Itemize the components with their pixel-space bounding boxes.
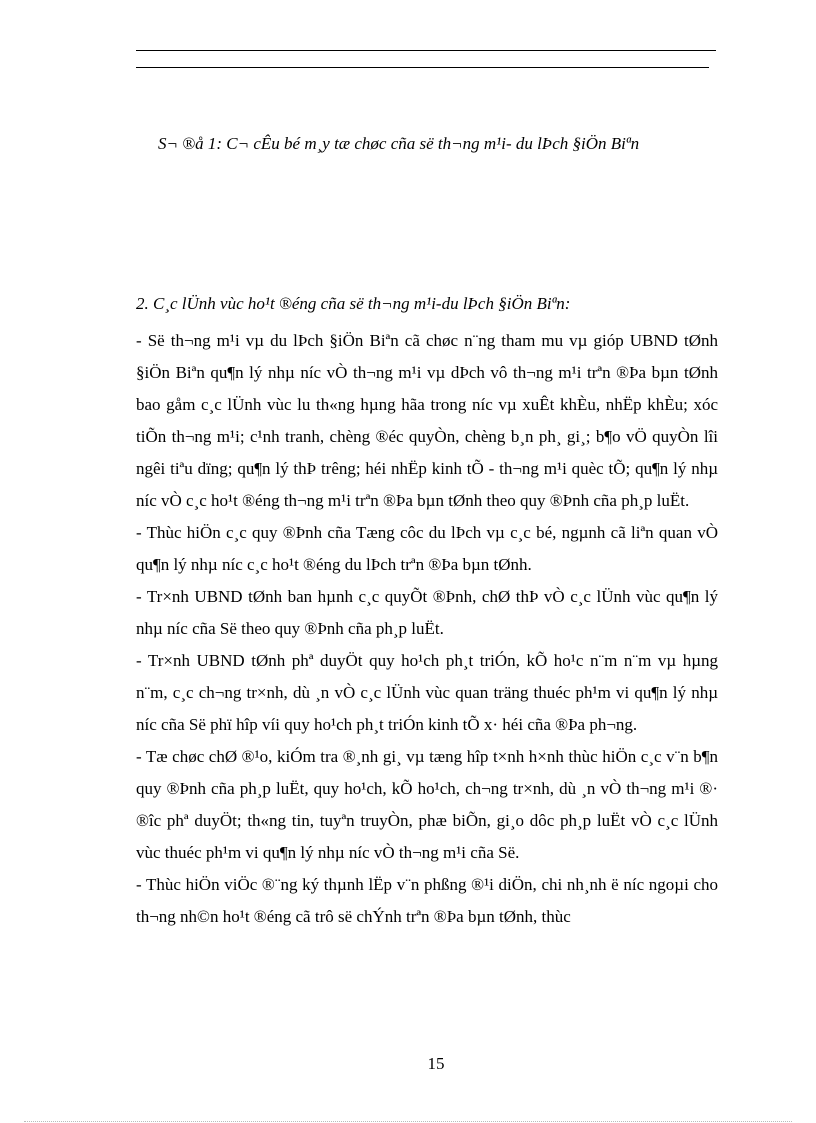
figure-caption: S¬ ®å 1: C¬ cÊu bé m¸y tæ chøc cña së th¬ng m¹i- du lÞch §iÖn Biªn	[158, 134, 640, 153]
paragraph: - Tæ chøc chØ ®¹o, kiÓm tra ®¸nh gi¸ vµ tæng hîp t×nh h×nh thùc hiÖn c¸c v¨n b¶n quy ®Þnh cña ph¸p luËt, quy ho¹ch, kÕ ho¹ch, ch¬ng tr×nh, dù ¸n vÒ th¬ng m¹i ®· ®îc phª duyÖt; th«ng tin, tuyªn truyÒn, phæ biÕn, gi¸o dôc ph¸p luËt vÒ c¸c lÜnh vùc thuéc ph¹m vi qu¶n lý nhµ níc vÒ th¬ng m¹i cña Së.	[136, 747, 718, 862]
page-bottom-divider	[24, 1121, 792, 1122]
paragraph: - Tr×nh UBND tØnh phª duyÖt quy ho¹ch ph¸t triÓn, kÕ ho¹c n¨m n¨m vµ hµng n¨m, c¸c ch¬ng tr×nh, dù ¸n vÒ c¸c lÜnh vùc quan träng thuéc ph¹m vi qu¶n lý nhµ níc cña Së phï hîp víi quy ho¹ch ph¸t triÓn kinh tÕ x· héi cña ®Þa ph¬ng.	[136, 651, 718, 734]
paragraph: - Tr×nh UBND tØnh ban hµnh c¸c quyÕt ®Þnh, chØ thÞ vÒ c¸c lÜnh vùc qu¶n lý nhµ níc cña Së theo quy ®Þnh cña ph¸p luËt.	[136, 587, 718, 638]
paragraph: - Thùc hiÖn viÖc ®¨ng ký thµnh lËp v¨n phßng ®¹i diÖn, chi nh¸nh ë níc ngoµi cho th¬ng nh©n ho¹t ®éng cã trô së chÝnh trªn ®Þa bµn tØnh, thùc	[136, 875, 718, 926]
body-text	[136, 325, 718, 933]
page-number: 15	[427, 1054, 445, 1073]
header-rule-bottom	[136, 67, 709, 68]
section-heading: 2. C¸c lÜnh vùc ho¹t ®éng cña së th¬ng m¹i-du lÞch §iÖn Biªn:	[136, 294, 571, 313]
header-rule-top	[136, 50, 716, 51]
paragraph: - Thùc hiÖn c¸c quy ®Þnh cña Tæng côc du lÞch vµ c¸c bé, ngµnh cã liªn quan vÒ qu¶n lý nhµ níc c¸c ho¹t ®éng du lÞch trªn ®Þa bµn tØnh.	[136, 523, 718, 574]
paragraph: - Së th¬ng m¹i vµ du lÞch §iÖn Biªn cã chøc n¨ng tham mu vµ gióp UBND tØnh §iÖn Biªn qu¶n lý nhµ níc vÒ th¬ng m¹i vµ dÞch vô th¬ng m¹i trªn ®Þa bµn tØnh bao gåm c¸c lÜnh vùc lu th«ng hµng hãa trong níc vµ xuÊt khÈu, nhËp khÈu; xóc tiÕn th¬ng m¹i; c¹nh tranh, chèng ®éc quyÒn, chèng b¸n ph¸ gi¸; b¶o vÖ quyÒn lîi ngêi tiªu dïng; qu¶n lý thÞ trêng; héi nhËp kinh tÕ - th¬ng m¹i quèc tÕ; qu¶n lý nhµ níc vÒ c¸c ho¹t ®éng th¬ng m¹i trªn ®Þa bµn tØnh theo quy ®Þnh cña ph¸p luËt.	[136, 331, 718, 510]
